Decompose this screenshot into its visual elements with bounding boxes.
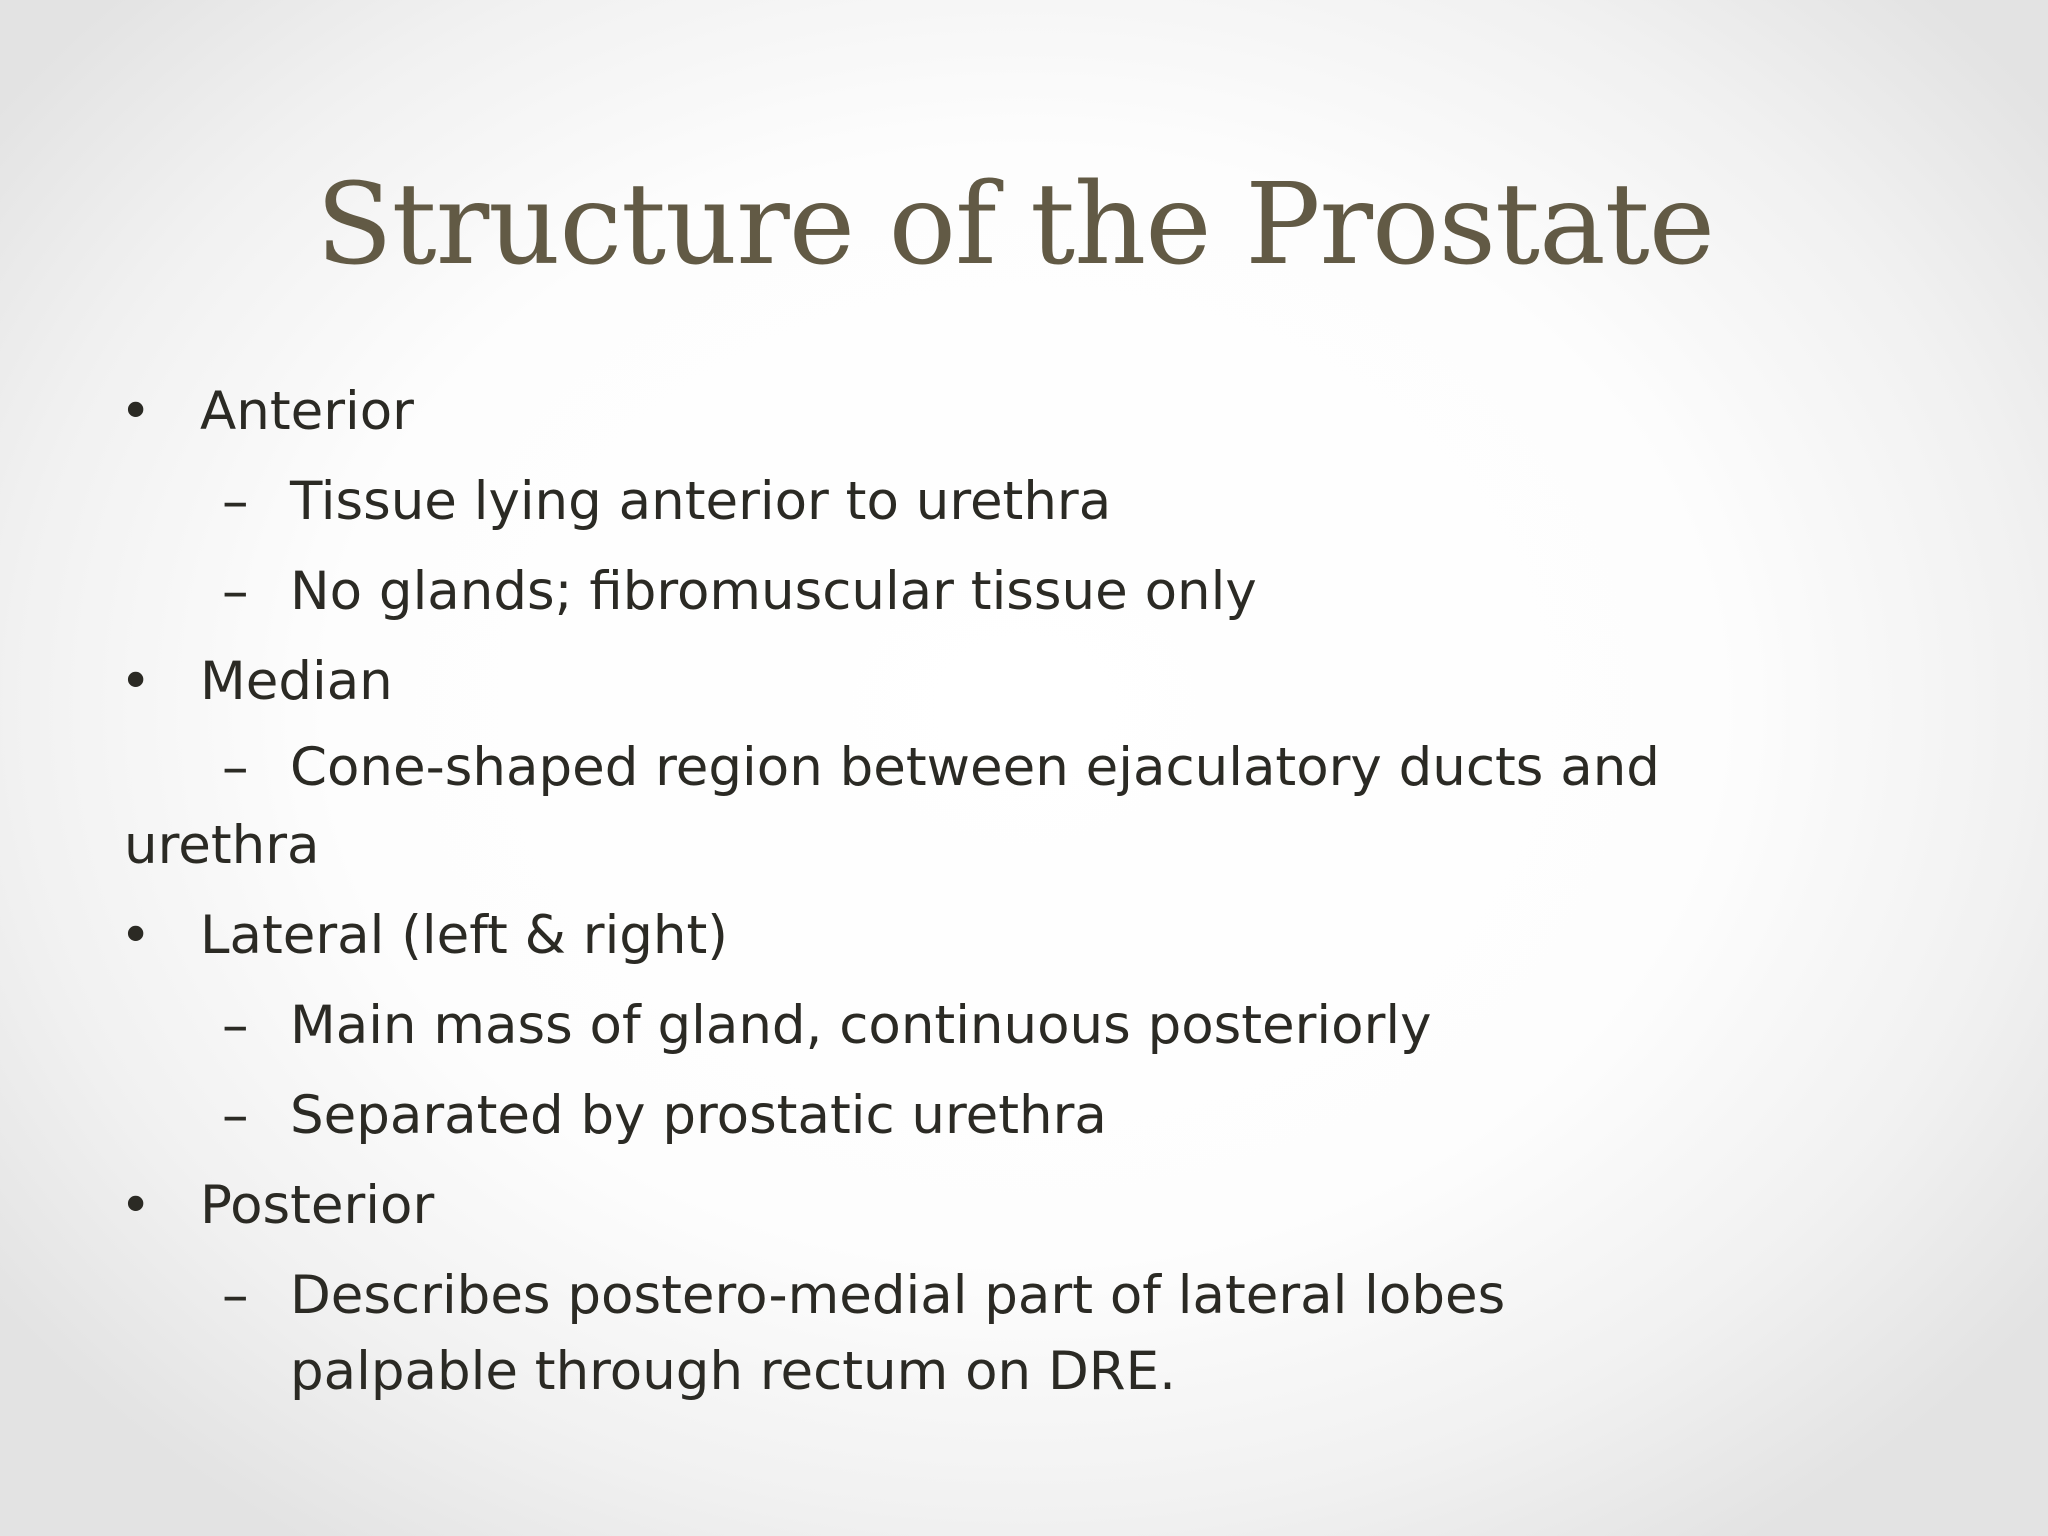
bullet-median: Median	[200, 651, 393, 712]
dash-marker: –	[222, 471, 249, 532]
subitem-lateral-1: Main mass of gland, continuous posteriorly	[290, 995, 1432, 1056]
bullet-marker: •	[120, 381, 152, 442]
bullet-marker: •	[120, 1175, 152, 1236]
dash-marker: –	[222, 561, 249, 622]
dash-marker: –	[222, 737, 249, 798]
subitem-anterior-1: Tissue lying anterior to urethra	[290, 471, 1112, 532]
bullet-marker: •	[120, 905, 152, 966]
subitem-anterior-2: No glands; fibromuscular tissue only	[290, 561, 1257, 622]
bullet-anterior: Anterior	[200, 381, 414, 442]
subitem-median-1-wrap: urethra	[124, 815, 320, 876]
slide-title: Structure of the Prostate	[315, 160, 1715, 290]
subitem-posterior-1-wrap: palpable through rectum on DRE.	[290, 1341, 1176, 1402]
bullet-posterior: Posterior	[200, 1175, 435, 1236]
dash-marker: –	[222, 1085, 249, 1146]
subitem-posterior-1: Describes postero-medial part of lateral lobes	[290, 1265, 1506, 1326]
subitem-lateral-2: Separated by prostatic urethra	[290, 1085, 1107, 1146]
subitem-median-1: Cone-shaped region between ejaculatory ducts and	[290, 737, 1660, 798]
dash-marker: –	[222, 995, 249, 1056]
bullet-marker: •	[120, 651, 152, 712]
bullet-lateral: Lateral (left & right)	[200, 905, 728, 966]
dash-marker: –	[222, 1265, 249, 1326]
